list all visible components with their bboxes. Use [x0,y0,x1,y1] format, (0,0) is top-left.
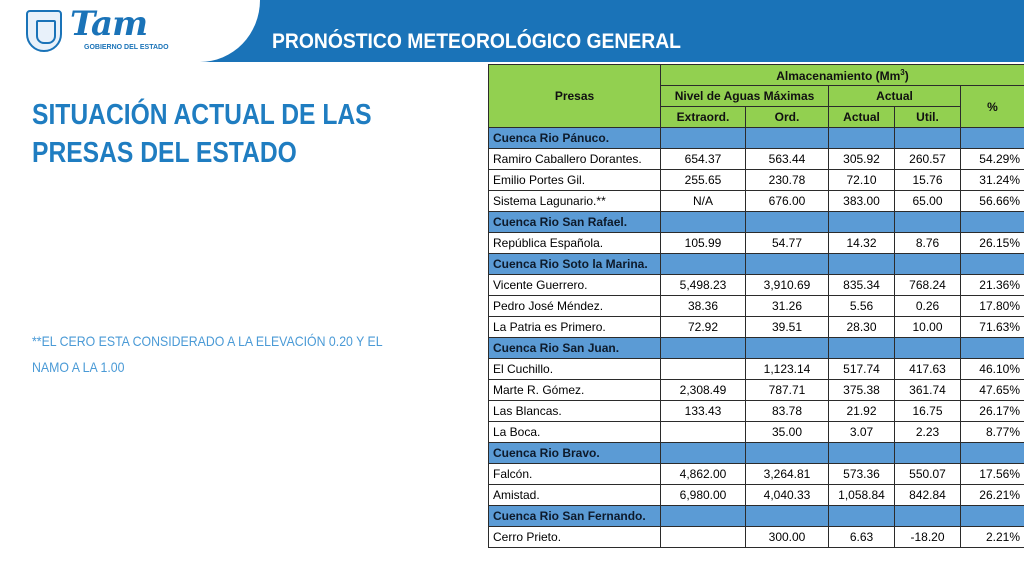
actual-value: 6.63 [829,527,895,548]
basin-fill-cell [829,128,895,149]
basin-fill-cell [661,338,746,359]
basin-fill-cell [829,443,895,464]
basin-fill-cell [961,254,1024,275]
header-title: PRONÓSTICO METEOROLÓGICO GENERAL [272,30,681,53]
percent-value: 47.65% [961,380,1024,401]
dam-name: Vicente Guerrero. [489,275,661,296]
percent-value: 17.56% [961,464,1024,485]
ord-value: 83.78 [746,401,829,422]
basin-fill-cell [961,443,1024,464]
header-percent: % [961,86,1024,128]
header-actual-group: Actual [829,86,961,107]
extraord-value: 133.43 [661,401,746,422]
percent-value: 46.10% [961,359,1024,380]
basin-name: Cuenca Rio San Fernando. [489,506,661,527]
basin-fill-cell [829,338,895,359]
basin-fill-cell [661,254,746,275]
footnote: **EL CERO ESTA CONSIDERADO A LA ELEVACIÓN 0.20 Y EL NAMO A LA 1.00 [32,333,383,375]
basin-fill-cell [746,443,829,464]
percent-value: 17.80% [961,296,1024,317]
dam-name: Emilio Portes Gil. [489,170,661,191]
basin-fill-cell [661,212,746,233]
extraord-value: 654.37 [661,149,746,170]
ord-value: 35.00 [746,422,829,443]
header-storage: Almacenamiento (Mm$^3$) [661,65,1024,86]
basin-fill-cell [661,443,746,464]
actual-value: 3.07 [829,422,895,443]
table-row [489,359,1024,380]
dam-name: Marte R. Gómez. [489,380,661,401]
ord-value: 4,040.33 [746,485,829,506]
table-row [489,275,1024,296]
ord-value: 3,264.81 [746,464,829,485]
basin-fill-cell [895,443,961,464]
basin-fill-cell [895,506,961,527]
ord-value: 1,123.14 [746,359,829,380]
dam-name: El Cuchillo. [489,359,661,380]
logo-text: Tam [70,4,148,44]
percent-value: 56.66% [961,191,1024,212]
ord-value: 39.51 [746,317,829,338]
ord-value: 676.00 [746,191,829,212]
header-max-levels: Nivel de Aguas Máximas [661,86,829,107]
basin-fill-cell [895,212,961,233]
extraord-value: 4,862.00 [661,464,746,485]
table-row [489,422,1024,443]
percent-value: 71.63% [961,317,1024,338]
basin-row [489,338,1024,359]
dams-table-body [489,128,1024,548]
dam-name: Cerro Prieto. [489,527,661,548]
extraord-value: 5,498.23 [661,275,746,296]
actual-value: 517.74 [829,359,895,380]
header-logo-area [0,0,260,62]
extraord-value: 105.99 [661,233,746,254]
percent-value: 26.15% [961,233,1024,254]
actual-value: 28.30 [829,317,895,338]
table-row [489,485,1024,506]
extraord-value [661,359,746,380]
basin-fill-cell [961,128,1024,149]
basin-fill-cell [746,212,829,233]
table-row [489,401,1024,422]
util-value: 361.74 [895,380,961,401]
basin-name: Cuenca Rio San Rafael. [489,212,661,233]
basin-name: Cuenca Rio Pánuco. [489,128,661,149]
extraord-value: N/A [661,191,746,212]
basin-name: Cuenca Rio Soto la Marina. [489,254,661,275]
basin-row [489,212,1024,233]
ord-value: 31.26 [746,296,829,317]
basin-name: Cuenca Rio San Juan. [489,338,661,359]
ord-value: 3,910.69 [746,275,829,296]
ord-value: 563.44 [746,149,829,170]
percent-value: 26.21% [961,485,1024,506]
ord-value: 300.00 [746,527,829,548]
dam-name: Las Blancas. [489,401,661,422]
actual-value: 14.32 [829,233,895,254]
table-row [489,233,1024,254]
basin-name: Cuenca Rio Bravo. [489,443,661,464]
percent-value: 31.24% [961,170,1024,191]
actual-value: 5.56 [829,296,895,317]
basin-fill-cell [661,128,746,149]
extraord-value: 72.92 [661,317,746,338]
extraord-value: 38.36 [661,296,746,317]
basin-row [489,443,1024,464]
util-value: 65.00 [895,191,961,212]
util-value: 2.23 [895,422,961,443]
dam-name: Sistema Lagunario.** [489,191,661,212]
util-value: -18.20 [895,527,961,548]
percent-value: 21.36% [961,275,1024,296]
actual-value: 305.92 [829,149,895,170]
government-logo [26,4,176,56]
util-value: 10.00 [895,317,961,338]
actual-value: 21.92 [829,401,895,422]
header-extraord: Extraord. [661,107,746,128]
basin-fill-cell [895,338,961,359]
header-actual: Actual [829,107,895,128]
basin-fill-cell [829,254,895,275]
actual-value: 835.34 [829,275,895,296]
table-row [489,149,1024,170]
basin-row [489,128,1024,149]
util-value: 16.75 [895,401,961,422]
util-value: 260.57 [895,149,961,170]
util-value: 15.76 [895,170,961,191]
header-util: Util. [895,107,961,128]
basin-fill-cell [746,506,829,527]
ord-value: 54.77 [746,233,829,254]
table-row [489,296,1024,317]
util-value: 0.26 [895,296,961,317]
dam-name: Pedro José Méndez. [489,296,661,317]
ord-value: 230.78 [746,170,829,191]
basin-fill-cell [829,506,895,527]
percent-value: 54.29% [961,149,1024,170]
dams-table-container [488,64,1024,576]
extraord-value [661,422,746,443]
page-title: SITUACIÓN ACTUAL DE LAS PRESAS DEL ESTADO [32,99,372,169]
basin-fill-cell [895,254,961,275]
dam-name: Falcón. [489,464,661,485]
basin-fill-cell [961,212,1024,233]
actual-value: 72.10 [829,170,895,191]
dam-name: Ramiro Caballero Dorantes. [489,149,661,170]
basin-fill-cell [829,212,895,233]
actual-value: 1,058.84 [829,485,895,506]
table-row [489,380,1024,401]
util-value: 768.24 [895,275,961,296]
ord-value: 787.71 [746,380,829,401]
dam-name: La Boca. [489,422,661,443]
dam-name: La Patria es Primero. [489,317,661,338]
actual-value: 573.36 [829,464,895,485]
basin-fill-cell [661,506,746,527]
util-value: 842.84 [895,485,961,506]
table-row [489,191,1024,212]
extraord-value [661,527,746,548]
util-value: 550.07 [895,464,961,485]
basin-fill-cell [895,128,961,149]
extraord-value: 255.65 [661,170,746,191]
basin-row [489,254,1024,275]
basin-fill-cell [746,338,829,359]
header-bar [0,0,1024,62]
util-value: 8.76 [895,233,961,254]
state-seal-icon [26,10,62,52]
dam-name: Amistad. [489,485,661,506]
header-ord: Ord. [746,107,829,128]
logo-subtext: GOBIERNO DEL ESTADO [84,44,169,51]
percent-value: 2.21% [961,527,1024,548]
basin-fill-cell [961,338,1024,359]
dams-table [488,64,1024,548]
table-row [489,527,1024,548]
table-row [489,464,1024,485]
dam-name: República Española. [489,233,661,254]
table-row [489,317,1024,338]
basin-fill-cell [746,128,829,149]
util-value: 417.63 [895,359,961,380]
percent-value: 8.77% [961,422,1024,443]
extraord-value: 6,980.00 [661,485,746,506]
basin-row [489,506,1024,527]
actual-value: 383.00 [829,191,895,212]
header-presas: Presas [489,65,661,128]
actual-value: 375.38 [829,380,895,401]
table-row [489,170,1024,191]
basin-fill-cell [961,506,1024,527]
extraord-value: 2,308.49 [661,380,746,401]
percent-value: 26.17% [961,401,1024,422]
basin-fill-cell [746,254,829,275]
